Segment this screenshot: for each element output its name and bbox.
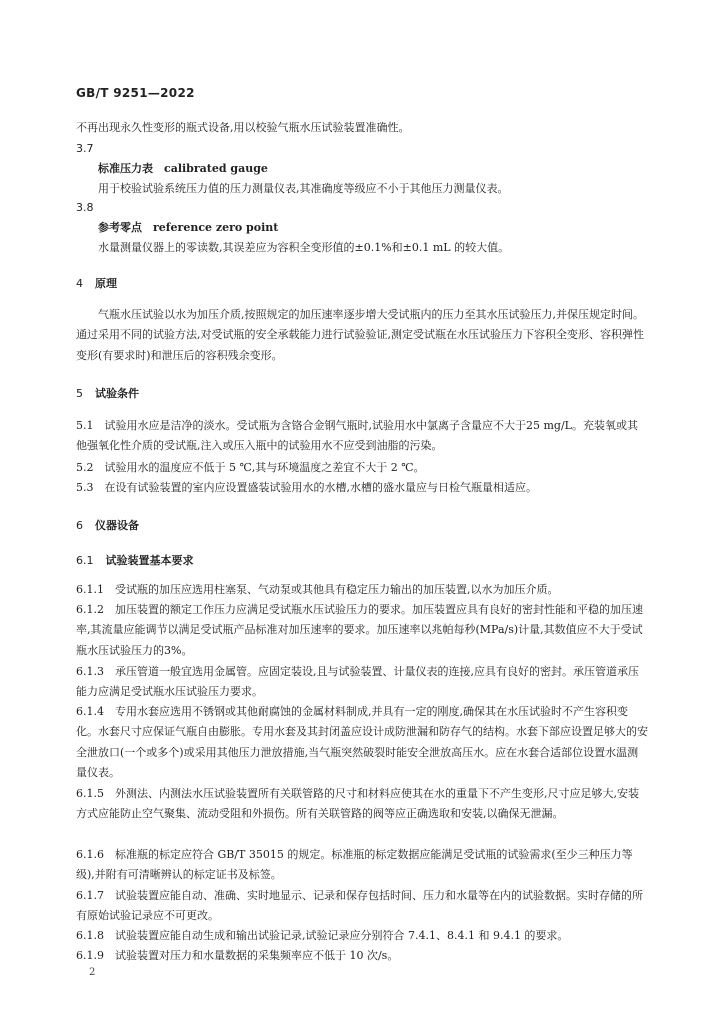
clause-6-1-3: 6.1.3 承压管道一般宜选用金属管。应固定装设,且与试验装置、计量仪表的连接,应具有良好的密封。承压管道承压能力应满足受试瓶水压试验压力要求。 — [76, 665, 639, 699]
clause-6-1-2: 6.1.2 加压装置的额定工作压力应满足受试瓶水压试验压力的要求。加压装置应具有良好的密封性能和平稳的加压速率,其流量应能调节以满足受试瓶产品标准对加压速率的要求。加压速率以兆帕每秒(MPa/s)计量,其数值应不大于受试瓶水压试验压力的3%。 — [76, 603, 643, 657]
clause-6-1-6: 6.1.6 标准瓶的标定应符合 GB/T 35015 的规定。标准瓶的标定数据应能满足受试瓶的试验需求(至少三种压力等级),并附有可清晰辨认的标定证书及标签。 — [76, 848, 633, 882]
term-3-7-definition: 用于校验试验系统压力值的压力测量仪表,其准确度等级应不小于其他压力测量仪表。 — [98, 182, 509, 195]
clause-6-1-1: 6.1.1 受试瓶的加压应选用柱塞泵、气动泵或其他具有稳定压力输出的加压装置,以水为加压介质。 — [76, 583, 559, 596]
term-3-8-title: 参考零点 reference zero point — [98, 221, 279, 234]
section-5-title: 试验条件 — [95, 387, 139, 400]
section-4-number: 4 — [76, 277, 83, 290]
term-3-7-number: 3.7 — [76, 142, 94, 155]
clause-6-1-8: 6.1.8 试验装置应能自动生成和输出试验记录,试验记录应分别符合 7.4.1、8.4.1 和 9.4.1 的要求。 — [76, 929, 569, 942]
clause-5-3: 5.3 在设有试验装置的室内应设置盛装试验用水的水槽,水槽的盛水量应与日检气瓶量相适应。 — [76, 481, 537, 494]
section-6-1-number: 6.1 — [76, 554, 94, 567]
clause-5-1: 5.1 试验用水应是洁净的淡水。受试瓶为含铬合金钢气瓶时,试验用水中氯离子含量应不大于25 mg/L。充装氧或其他强氧化性介质的受试瓶,注入或压入瓶中的试验用水不应受到油脂的污染。 — [76, 419, 638, 453]
term-3-8-definition: 水量测量仪器上的零读数,其误差应为容积全变形值的±0.1%和±0.1 mL 的较大值。 — [98, 241, 510, 254]
section-4-title: 原理 — [95, 277, 117, 290]
section-6-number: 6 — [76, 519, 83, 532]
continued-paragraph: 不再出现永久性变形的瓶式设备,用以校验气瓶水压试验装置准确性。 — [76, 121, 410, 134]
page-number: 2 — [89, 967, 96, 978]
section-6-1-heading — [76, 552, 194, 568]
section-6-title: 仪器设备 — [95, 519, 139, 532]
section-6-1-title: 试验装置基本要求 — [105, 554, 194, 567]
section-4-paragraph: 气瓶水压试验以水为加压介质,按照规定的加压速率逐步增大受试瓶内的压力至其水压试验压力,并保压规定时间。通过采用不同的试验方法,对受试瓶的安全承载能力进行试验验证,测定受试瓶在水压试验压力下容积全变形、容积弹性变形(有要求时)和泄压后的容积残余变形。 — [76, 308, 644, 362]
clause-5-2: 5.2 试验用水的温度应不低于 5 ℃,其与环境温度之差宜不大于 2 ℃。 — [76, 461, 425, 474]
clause-6-1-5: 6.1.5 外测法、内测法水压试验装置所有关联管路的尺寸和材料应使其在水的重量下不产生变形,尺寸应足够大,安装方式应能防止空气聚集、流动受阻和外损伤。所有关联管路的阀等应正确选取和安装,以确保无泄漏。 — [76, 787, 639, 821]
clause-6-1-9: 6.1.9 试验装置对压力和水量数据的采集频率应不低于 10 次/s。 — [76, 949, 399, 962]
clause-6-1-7: 6.1.7 试验装置应能自动、准确、实时地显示、记录和保存包括时间、压力和水量等在内的试验数据。实时存储的所有原始试验记录应不可更改。 — [76, 889, 643, 923]
term-3-7-title: 标准压力表 calibrated gauge — [98, 162, 268, 175]
section-6-heading — [76, 517, 139, 533]
section-5-number: 5 — [76, 387, 83, 400]
standard-header: GB/T 9251—2022 — [76, 86, 195, 100]
section-5-heading — [76, 385, 139, 401]
clause-6-1-4: 6.1.4 专用水套应选用不锈钢或其他耐腐蚀的金属材料制成,并具有一定的刚度,确保其在水压试验时不产生容积变化。水套尺寸应保证气瓶自由膨胀。专用水套及其封闭盖应设计成防泄漏和防存气的结构。水套下部应设置足够大的安全泄放口(一个或多个)或采用其他压力泄放措施,当气瓶突然破裂时能安全泄放高压水。应在水套合适部位设置水温测量仪表。 — [76, 705, 648, 779]
section-4-heading — [76, 275, 117, 291]
term-3-8-number: 3.8 — [76, 201, 94, 214]
